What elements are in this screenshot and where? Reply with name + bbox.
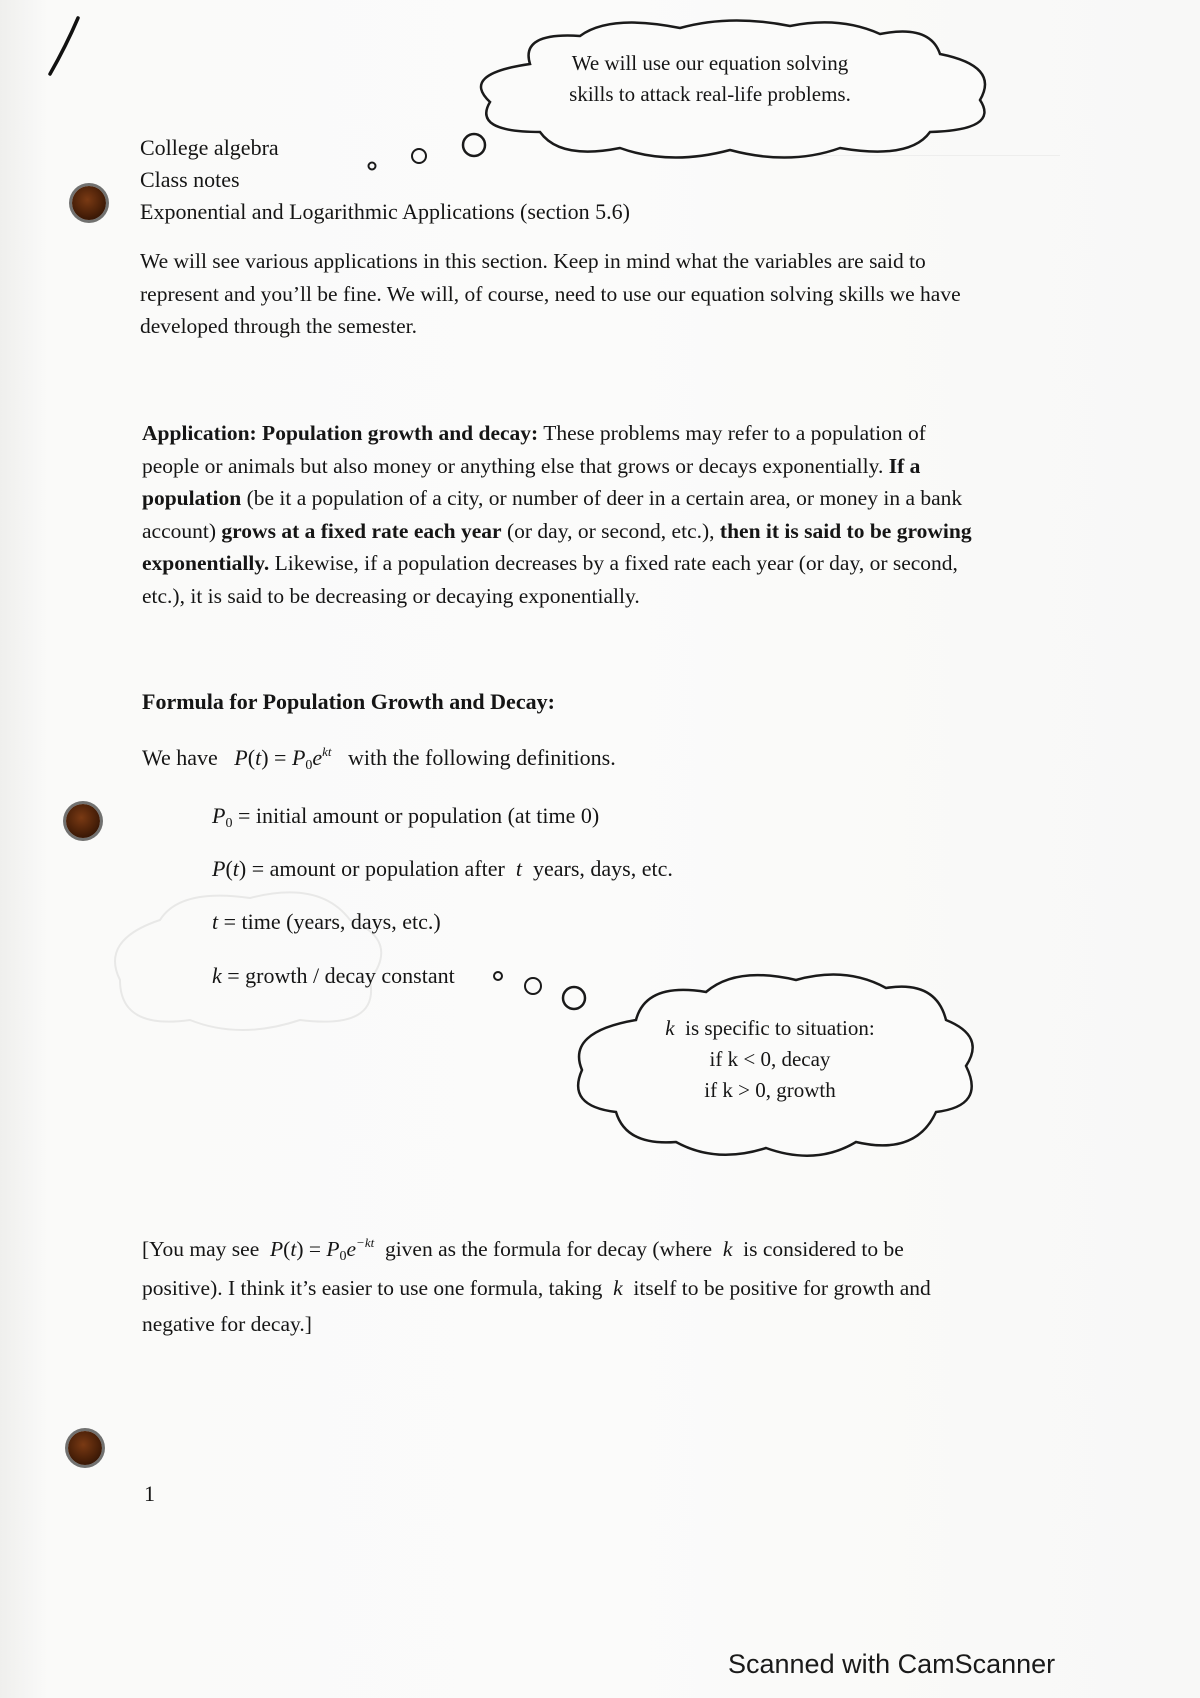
- formula-line: We have $P(t) = P_0e^{kt}$ with the following definitions.: [142, 744, 616, 773]
- page-number: 1: [144, 1481, 155, 1506]
- formula-heading: Formula for Population Growth and Decay:: [142, 689, 555, 714]
- bleed-through-shadow: [760, 125, 1060, 156]
- top-cloud-bubbles: [360, 130, 490, 180]
- k-cloud-line-3: if k > 0, growth: [704, 1078, 836, 1102]
- application-line-4: account) grows at a fixed rate each year (or day, or second, etc.), then it is said to be growing: [142, 518, 972, 543]
- camscanner-watermark: Scanned with CamScanner: [728, 1649, 1056, 1679]
- application-line-5: exponentially. Likewise, if a population decreases by a fixed rate each year (or day, or second,: [142, 551, 958, 575]
- application-paragraph: [142, 417, 1062, 612]
- course-name: College algebra: [140, 135, 279, 160]
- application-line-2: people or animals but also money or anything else that grows or decays exponentially. If a: [142, 453, 921, 478]
- application-line-3: population (be it a population of a city, or number of deer in a certain area, or money in a bank: [142, 486, 963, 510]
- section-title: Exponential and Logarithmic Applications (section 5.6): [140, 199, 630, 224]
- pen-stroke-mark: [40, 12, 90, 82]
- top-cloud-text: [520, 48, 900, 110]
- note-line-2: positive). I think it’s easier to use one formula, taking k itself to be positive for growth and: [142, 1275, 931, 1300]
- binder-hole-top: [72, 186, 106, 220]
- definition-t: t = time (years, days, etc.): [212, 909, 441, 934]
- decay-note-paragraph: [142, 1233, 1062, 1341]
- application-label: Application: Population growth and decay:: [142, 421, 539, 445]
- class-notes-label: Class notes: [140, 167, 240, 192]
- population-formula: P: [234, 745, 248, 770]
- k-cloud-line-2: if k < 0, decay: [709, 1047, 831, 1071]
- application-line-6: etc.), it is said to be decreasing or decaying exponentially.: [142, 583, 640, 608]
- intro-paragraph: [140, 245, 1060, 343]
- note-line-3: negative for decay.]: [142, 1312, 312, 1336]
- binder-hole-bottom: [68, 1431, 102, 1465]
- intro-line-2: represent and you’ll be fine. We will, of course, need to use our equation solving skills we have: [140, 281, 961, 306]
- binder-hole-middle: [66, 804, 100, 838]
- definition-k: k = growth / decay constant: [212, 963, 455, 988]
- top-cloud-line-1: We will use our equation solving: [571, 51, 849, 75]
- k-cloud-text: [620, 1013, 920, 1106]
- intro-line-1: We will see various applications in this section. Keep in mind what the variables are said to: [140, 249, 926, 273]
- intro-line-3: developed through the semester.: [140, 314, 418, 338]
- definition-pt: P(t) = amount or population after t years, days, etc.: [212, 856, 673, 881]
- note-line-1: [You may see $P(t) = P_0e^{-kt}$ given as the formula for decay (where k is considered to be: [142, 1235, 904, 1264]
- k-cloud-line-1: k is specific to situation:: [665, 1016, 875, 1040]
- top-cloud-line-2: skills to attack real-life problems.: [569, 82, 851, 106]
- definition-p0: $P_0$ = initial amount or population (at time 0): [212, 803, 600, 831]
- application-line-1: Application: Population growth and decay: These problems may refer to a population of: [142, 421, 926, 445]
